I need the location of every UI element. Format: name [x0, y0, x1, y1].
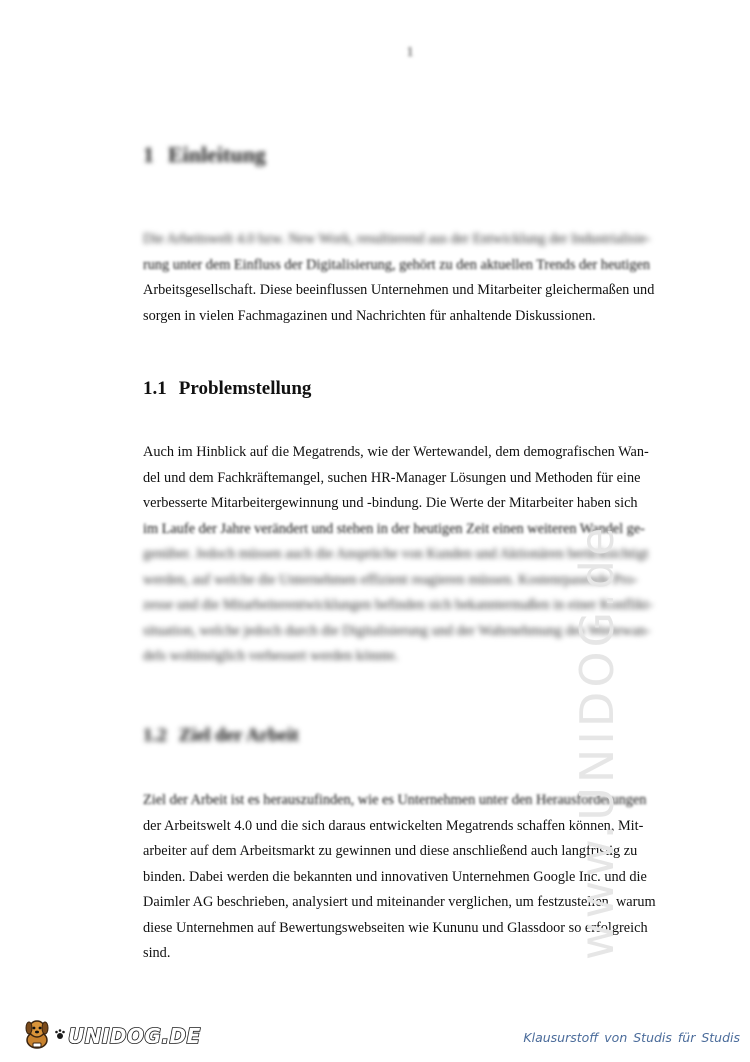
ziel-line: diese Unternehmen auf Bewertungswebseiten wie Kununu und Glassdoor so erfolgreich — [143, 919, 648, 936]
problem-line: situation, welche jedoch durch die Digitalisierung und der Wahrnehmung des Wertewan- — [143, 622, 651, 639]
ziel-line: der Arbeitswelt 4.0 und die sich daraus entwickelten Megatrends schaffen können, Mit- — [143, 817, 644, 834]
paw-icon — [54, 1027, 66, 1045]
ziel-line: sind. — [143, 945, 171, 961]
chapter-number: 1 — [143, 142, 154, 167]
watermark-text: www.UNIDOG.de — [570, 523, 624, 960]
intro-line: sorgen in vielen Fachmagazinen und Nachrichten für anhaltende Diskussionen. — [143, 307, 596, 324]
ziel-line: Daimler AG beschrieben, analysiert und miteinander verglichen, um festzustellen, warum — [143, 894, 656, 910]
problem-line: zesse und die Mitarbeiterentwicklungen befinden sich bekanntermaßen in einer Konflikt- — [143, 597, 654, 613]
chapter-heading — [143, 142, 266, 168]
problem-line: dels wohlmöglich verbessert werden könnte. — [143, 648, 399, 664]
intro-line: rung unter dem Einfluss der Digitalisierung, gehört zu den aktuellen Trends der heutigen — [143, 256, 651, 273]
ziel-line: arbeiter auf dem Arbeitsmarkt zu gewinnen und diese anschließend auch langfristig zu — [143, 843, 638, 859]
chapter-title: Einleitung — [168, 142, 266, 167]
problem-line: werden, auf welche die Unternehmen effizient reagieren müssen. Kostenrpasende Pro- — [143, 571, 638, 588]
section-title: Problemstellung — [178, 378, 312, 399]
problem-line: im Laufe der Jahre verändert und stehen in der heutigen Zeit einen weiteren Wandel ge- — [143, 520, 645, 537]
section-number: 1.1 — [143, 378, 167, 399]
intro-line: Die Arbeitswelt 4.0 bzw. New Work, resultierend aus der Entwicklung der Industrialisie- — [143, 231, 651, 247]
footer-tagline: Klausurstoff von Studis für Studis — [523, 1030, 740, 1045]
ziel-line: binden. Dabei werden die bekannten und innovativen Unternehmen Google Inc. und die — [143, 868, 647, 885]
section-heading-problemstellung — [143, 378, 311, 400]
problem-line: Auch im Hinblick auf die Megatrends, wie der Wertewandel, dem demografischen Wan- — [143, 444, 649, 460]
problem-line: genüber. Jedoch müssen auch die Ansprüche von Kunden und Aktionären berücksichtigt — [143, 546, 649, 562]
page-number: 1 — [406, 45, 414, 60]
intro-line: Arbeitsgesellschaft. Diese beeinflussen Unternehmen und Mitarbeiter gleichermaßen und — [143, 282, 655, 298]
section-number: 1.2 — [143, 725, 167, 746]
dog-mascot-icon — [20, 1016, 54, 1055]
section-heading-ziel — [143, 725, 299, 747]
logo-text: UNIDOG.DE — [68, 1023, 201, 1048]
section-title: Ziel der Arbeit — [178, 725, 299, 746]
ziel-line: Ziel der Arbeit ist es herauszufinden, wie es Unternehmen unter den Herausforderungen — [143, 792, 647, 808]
problem-line: del und dem Fachkräftemangel, suchen HR-Manager Lösungen und Methoden für eine — [143, 469, 641, 486]
intro-paragraph — [143, 227, 679, 329]
problem-line: verbesserte Mitarbeitergewinnung und -bindung. Die Werte der Mitarbeiter haben sich — [143, 495, 638, 511]
unidog-logo[interactable] — [20, 1016, 201, 1055]
